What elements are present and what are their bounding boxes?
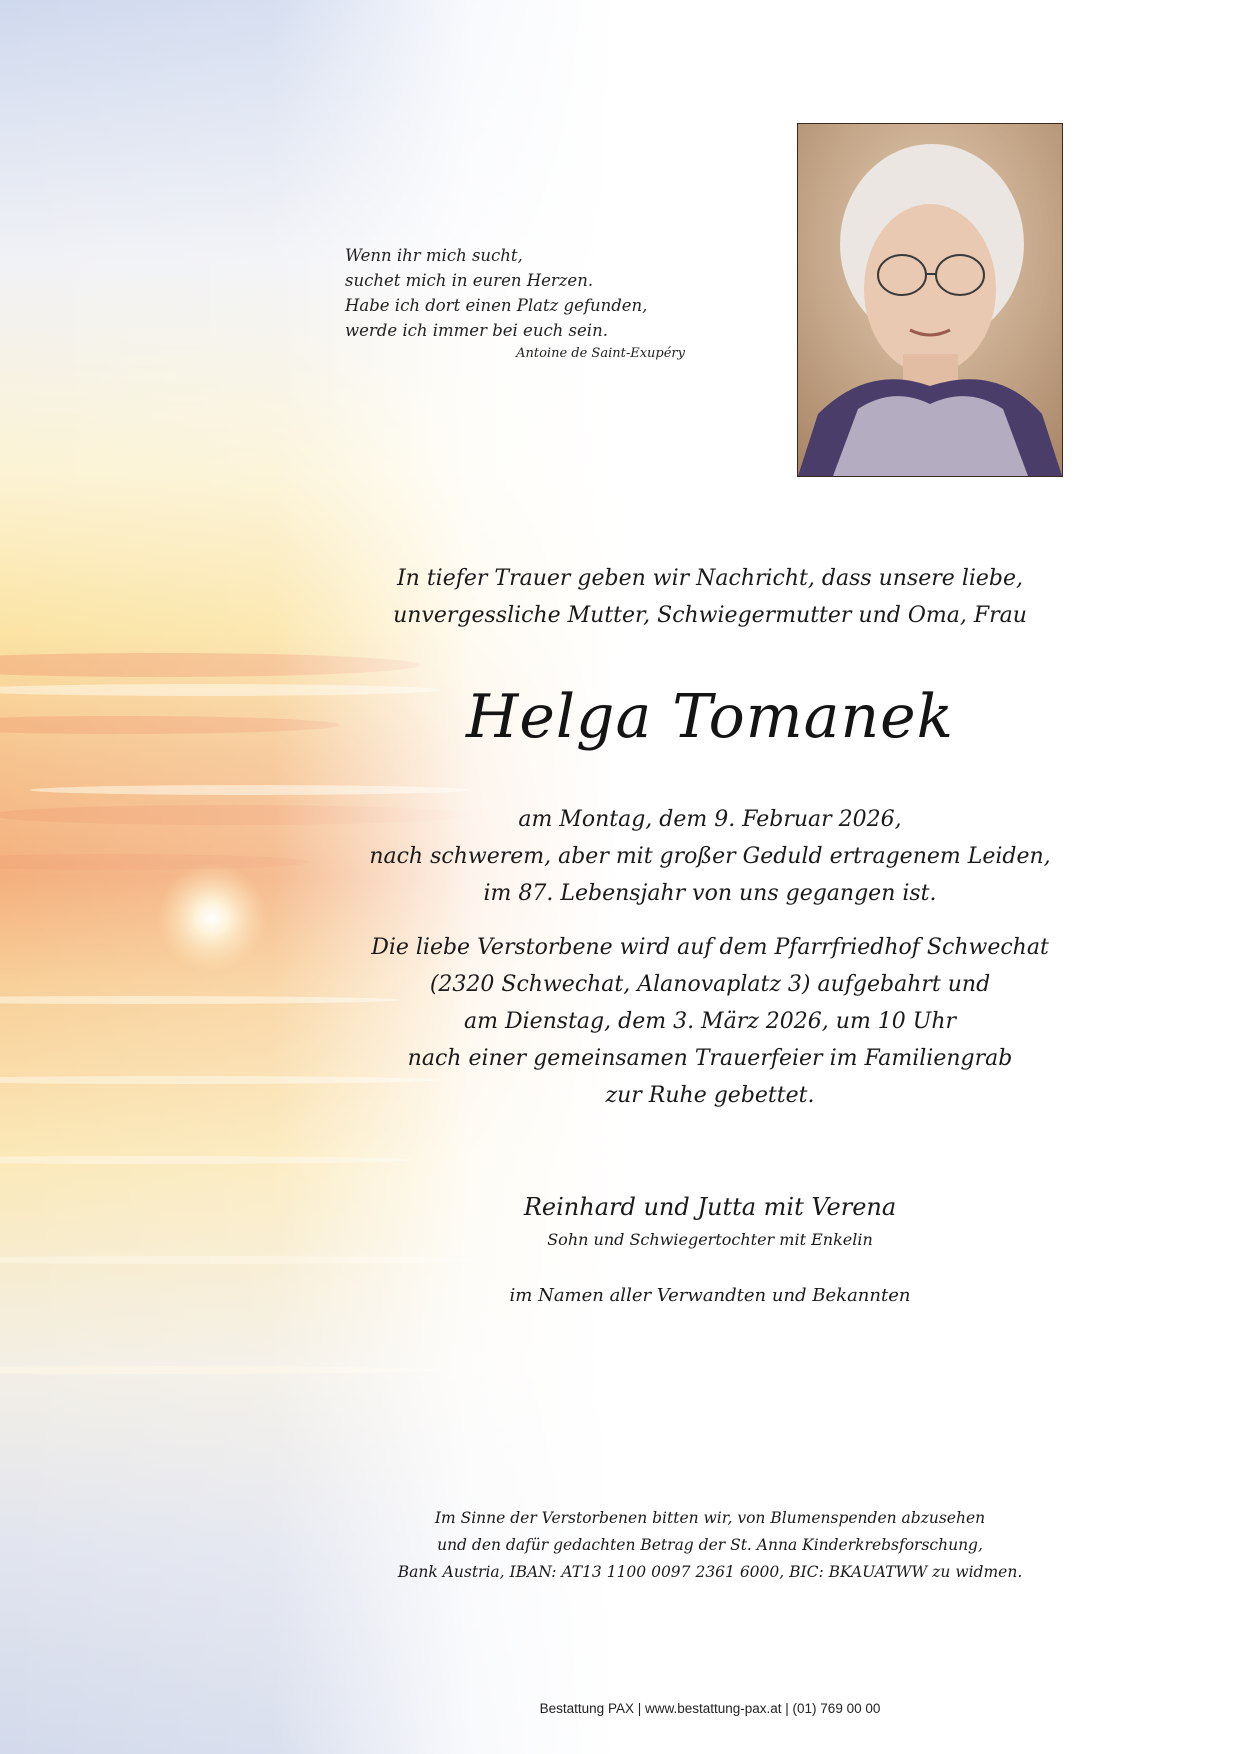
portrait-photo: [797, 123, 1063, 477]
funeral-notice-line: am Dienstag, dem 3. März 2026, um 10 Uhr: [463, 1009, 957, 1034]
death-notice-line: nach schwerem, aber mit großer Geduld ertragenem Leiden,: [369, 844, 1051, 869]
intro-line: unvergessliche Mutter, Schwiegermutter und Oma, Frau: [393, 603, 1027, 628]
quote-line: Wenn ihr mich sucht,: [345, 246, 523, 265]
death-notice-line: am Montag, dem 9. Februar 2026,: [518, 807, 902, 832]
quote-line: suchet mich in euren Herzen.: [345, 271, 594, 290]
donation-line: Im Sinne der Verstorbenen bitten wir, von Blumenspenden abzusehen: [434, 1509, 986, 1527]
death-notice: [330, 801, 1090, 912]
funeral-notice-line: (2320 Schwechat, Alanovaplatz 3) aufgebahrt und: [429, 972, 991, 997]
intro-text: [330, 560, 1090, 634]
funeral-notice: [330, 929, 1090, 1114]
mourners-relation: Sohn und Schwiegertochter mit Enkelin: [547, 1230, 873, 1249]
funeral-notice-line: nach einer gemeinsamen Trauerfeier im Familiengrab: [407, 1046, 1013, 1071]
death-notice-line: im 87. Lebensjahr von uns gegangen ist.: [483, 881, 937, 906]
funeral-notice-line: zur Ruhe gebettet.: [605, 1083, 815, 1108]
quote-author: Antoine de Saint-Exupéry: [516, 346, 685, 361]
mourners-names: Reinhard und Jutta mit Verena: [523, 1193, 897, 1221]
deceased-name: Helga Tomanek: [466, 682, 954, 752]
donation-line: und den dafür gedachten Betrag der St. Anna Kinderkrebsforschung,: [437, 1536, 983, 1554]
quote-line: werde ich immer bei euch sein.: [345, 321, 608, 340]
donation-line: Bank Austria, IBAN: AT13 1100 0097 2361 6000, BIC: BKAUATWW zu widmen.: [397, 1563, 1023, 1581]
funeral-notice-line: Die liebe Verstorbene wird auf dem Pfarrfriedhof Schwechat: [371, 935, 1049, 960]
mourners-behalf: im Namen aller Verwandten und Bekannten: [509, 1285, 911, 1306]
donation-request: [330, 1505, 1090, 1586]
intro-line: In tiefer Trauer geben wir Nachricht, dass unsere liebe,: [396, 566, 1024, 591]
footer-contact: Bestattung PAX | www.bestattung-pax.at | (01) 769 00 00: [539, 1701, 881, 1716]
quote-line: Habe ich dort einen Platz gefunden,: [345, 296, 648, 315]
quote: [345, 243, 685, 364]
